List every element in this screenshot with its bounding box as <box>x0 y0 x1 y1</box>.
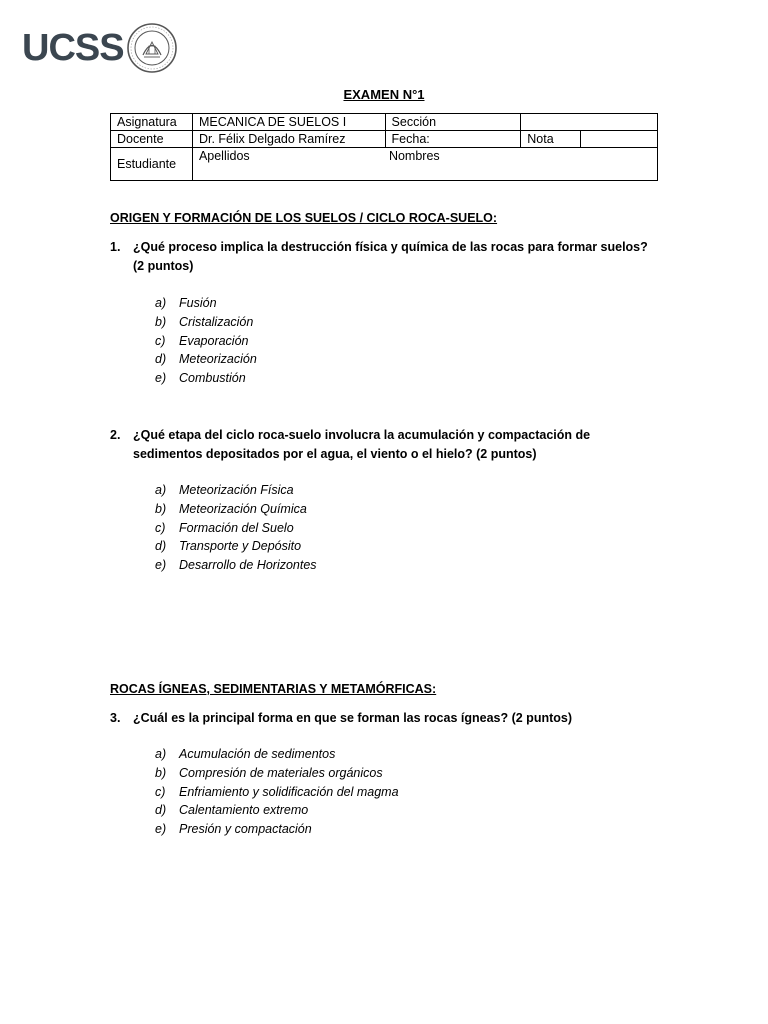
estudiante-field[interactable] <box>192 148 657 181</box>
option-d[interactable]: d) Calentamiento extremo <box>155 803 309 818</box>
question-1 <box>110 238 658 276</box>
option-a[interactable]: a) Fusión <box>155 296 217 310</box>
question-number: 2. <box>110 428 121 442</box>
option-e[interactable]: e) Desarrollo de Horizontes <box>155 558 317 573</box>
question-3 <box>110 709 658 728</box>
option-b[interactable]: b) Meteorización Química <box>155 501 307 516</box>
question-text: ¿Qué proceso implica la destrucción física y química de las rocas para formar suelos? (2 puntos) <box>133 240 648 273</box>
seccion-field[interactable] <box>521 114 658 131</box>
question-3-options <box>155 745 399 839</box>
asignatura-value: MECANICA DE SUELOS I <box>192 114 385 131</box>
option-e[interactable]: e) Combustión <box>155 371 246 386</box>
option-a[interactable]: a) Acumulación de sedimentos <box>155 747 336 761</box>
section-title-origen: ORIGEN Y FORMACIÓN DE LOS SUELOS / CICLO ROCA-SUELO: <box>110 211 498 225</box>
option-c[interactable]: c) Enfriamiento y solidificación del magma <box>155 784 399 799</box>
seccion-label: Sección <box>385 114 521 131</box>
option-b[interactable]: b) Cristalización <box>155 314 254 329</box>
question-text: ¿Qué etapa del ciclo roca-suelo involucra la acumulación y compactación de sedimentos depositados por el agua, el viento o el hielo? (2 puntos) <box>133 428 591 461</box>
option-b[interactable]: b) Compresión de materiales orgánicos <box>155 765 383 780</box>
exam-info-table <box>110 113 658 181</box>
exam-title: EXAMEN N°1 <box>343 87 425 102</box>
apellidos-label: Apellidos <box>198 149 250 163</box>
info-row-docente <box>111 131 658 148</box>
option-e[interactable]: e) Presión y compactación <box>155 822 312 837</box>
option-c[interactable]: c) Evaporación <box>155 333 249 348</box>
option-c[interactable]: c) Formación del Suelo <box>155 520 294 535</box>
university-logo <box>22 22 178 74</box>
question-text: ¿Cuál es la principal forma en que se forman las rocas ígneas? (2 puntos) <box>133 711 573 725</box>
fecha-field[interactable]: Fecha: <box>385 131 521 148</box>
docente-label: Docente <box>111 131 193 148</box>
question-2-options <box>155 481 317 575</box>
option-a[interactable]: a) Meteorización Física <box>155 483 294 497</box>
option-d[interactable]: d) Meteorización <box>155 352 257 367</box>
university-seal-icon <box>126 22 178 74</box>
nota-field[interactable] <box>581 131 658 148</box>
section-title-rocas: ROCAS ÍGNEAS, SEDIMENTARIAS Y METAMÓRFICAS: <box>110 682 437 696</box>
nota-label: Nota <box>521 131 581 148</box>
estudiante-label: Estudiante <box>111 148 193 181</box>
question-1-options <box>155 294 257 388</box>
info-row-estudiante <box>111 148 658 181</box>
asignatura-label: Asignatura <box>111 114 193 131</box>
logo-text: UCSS <box>22 27 124 69</box>
option-d[interactable]: d) Transporte y Depósito <box>155 539 302 554</box>
question-number: 1. <box>110 240 121 254</box>
info-row-asignatura <box>111 114 658 131</box>
nombres-label: Nombres <box>388 149 440 163</box>
question-number: 3. <box>110 711 121 725</box>
docente-value: Dr. Félix Delgado Ramírez <box>192 131 385 148</box>
question-2 <box>110 426 658 464</box>
